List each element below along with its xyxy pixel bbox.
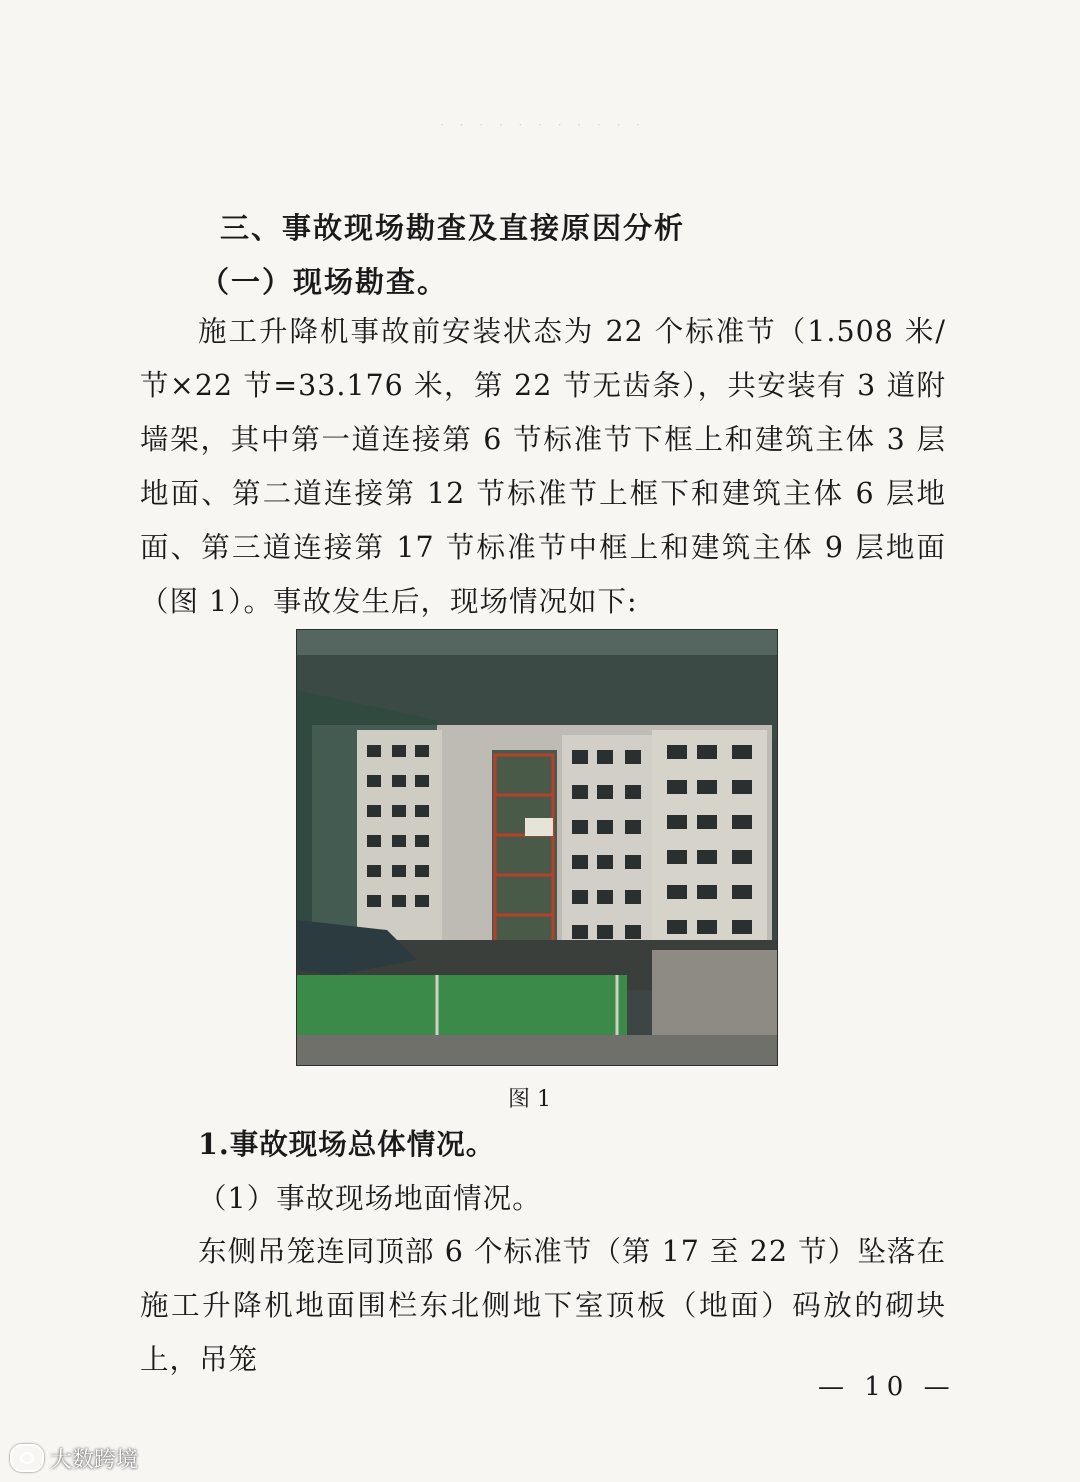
figure-caption: 图 1: [508, 1087, 551, 1112]
numbered-heading: 1.事故现场总体情况。: [198, 1127, 496, 1161]
construction-site-photo: [297, 630, 777, 1065]
green-fence: [297, 975, 627, 1035]
figure-1-photo: [297, 630, 777, 1065]
numbered-subheading: （1）事故现场地面情况。: [198, 1182, 542, 1215]
paragraph-installation-status: 施工升降机事故前安装状态为 22 个标准节（1.508 米/节×22 节=33.176 米，第 22 节无齿条），共安装有 3 道附墙架，其中第一道连接第 6 节标准节下框上和建筑主体 3 层地面、第二道连接第 12 节标准节上框下和建筑主体 6 层地面、第三道连接第 17 节标准节中框上和建筑主体 9 层地面（图 1）。事故发生后，现场情况如下:: [140, 315, 946, 618]
hoist-mast: [492, 750, 557, 960]
section-heading: 三、事故现场勘查及直接原因分析: [220, 211, 686, 245]
faint-header-text: · · · · · · · · · · ·: [440, 118, 647, 132]
pavement: [297, 1035, 777, 1065]
subsection-heading: （一）现场勘查。: [200, 265, 449, 299]
watermark-text: 大数跨境: [50, 1447, 139, 1473]
hoist-cage: [525, 818, 553, 836]
paragraph-ground-situation: 东侧吊笼连同顶部 6 个标准节（第 17 至 22 节）坠落在施工升降机地面围栏东北侧地下室顶板（地面）码放的砌块上，吊笼: [140, 1235, 946, 1376]
page-number: — 10 —: [818, 1372, 956, 1402]
sky-band: [297, 630, 777, 655]
watermark: [10, 1442, 138, 1474]
watermark-logo-icon: [10, 1444, 44, 1472]
